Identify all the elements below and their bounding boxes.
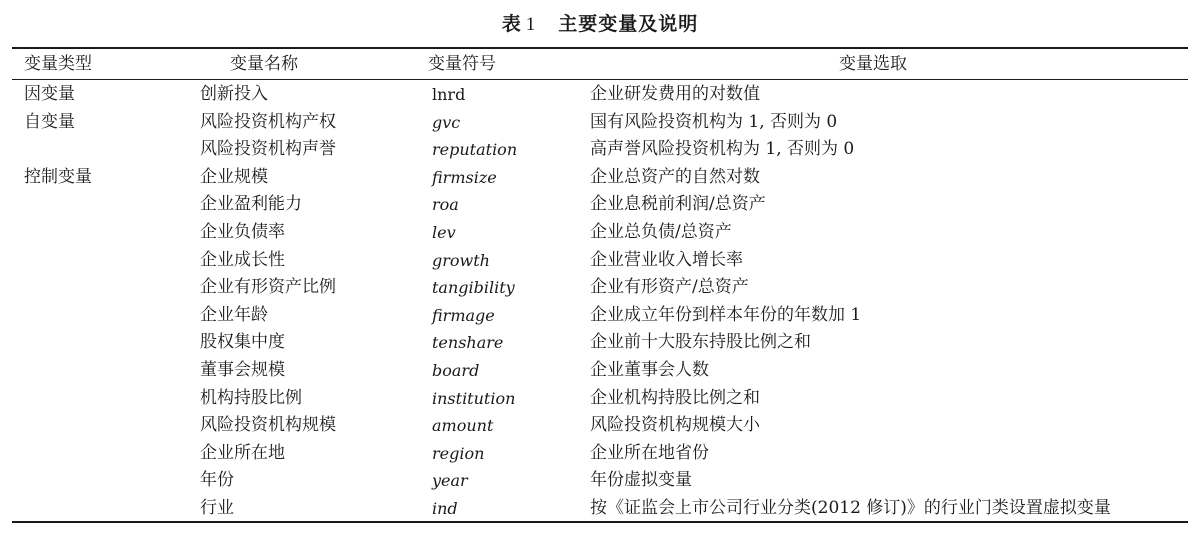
- table-row: [0, 302, 1200, 330]
- cell-variable-symbol: amount: [432, 416, 494, 436]
- cell-variable-name: 行业: [200, 497, 234, 518]
- caption-number: 1: [525, 14, 537, 35]
- cell-variable-symbol: ind: [432, 498, 458, 518]
- cell-variable-name: 董事会规模: [200, 359, 285, 380]
- cell-variable-name: 创新投入: [200, 84, 268, 104]
- cell-variable-symbol: board: [432, 360, 480, 380]
- table-header-rule: [12, 79, 1188, 80]
- cell-variable-description: 企业息税前利润/总资产: [590, 194, 766, 215]
- table-row: [0, 247, 1200, 275]
- cell-variable-description: 企业所在地省份: [590, 442, 709, 463]
- cell-variable-symbol: roa: [432, 195, 459, 215]
- table-row: [0, 274, 1200, 302]
- table-row: [0, 219, 1200, 247]
- cell-variable-symbol: firmage: [432, 305, 495, 325]
- table-row: [0, 412, 1200, 440]
- cell-variable-name: 企业规模: [200, 166, 268, 187]
- cell-variable-name: 企业有形资产比例: [200, 277, 336, 298]
- cell-variable-description: 企业有形资产/总资产: [590, 277, 749, 298]
- cell-variable-name: 年份: [200, 470, 234, 491]
- cell-variable-symbol: tenshare: [432, 333, 504, 353]
- cell-variable-description: 年份虚拟变量: [590, 470, 692, 491]
- table-row: [0, 81, 1200, 109]
- header-variable-description: 变量选取: [839, 54, 907, 74]
- table-row: [0, 385, 1200, 413]
- cell-variable-symbol: year: [432, 471, 468, 491]
- cell-variable-description: 企业机构持股比例之和: [590, 387, 760, 408]
- cell-variable-name: 企业所在地: [200, 442, 285, 463]
- caption-title: 主要变量及说明: [558, 13, 699, 35]
- cell-variable-description: 企业研发费用的对数值: [590, 84, 760, 104]
- cell-variable-description: 风险投资机构规模大小: [590, 415, 760, 436]
- cell-variable-type: 因变量: [24, 84, 75, 104]
- cell-variable-description: 企业前十大股东持股比例之和: [590, 332, 811, 353]
- cell-variable-name: 企业成长性: [200, 249, 285, 270]
- cell-variable-name: 风险投资机构规模: [200, 415, 336, 436]
- cell-variable-description: 企业总资产的自然对数: [590, 166, 760, 187]
- cell-variable-symbol: lnrd: [432, 85, 466, 104]
- cell-variable-description: 企业成立年份到样本年份的年数加 1: [590, 304, 862, 325]
- table-row: [0, 109, 1200, 137]
- cell-variable-name: 风险投资机构声誉: [200, 139, 336, 160]
- cell-variable-name: 风险投资机构产权: [200, 111, 336, 132]
- caption-label: 表: [501, 13, 522, 35]
- cell-variable-type: 自变量: [24, 111, 75, 132]
- cell-variable-name: 企业年龄: [200, 304, 268, 325]
- cell-variable-description: 国有风险投资机构为 1, 否则为 0: [590, 111, 838, 132]
- cell-variable-symbol: reputation: [432, 140, 518, 160]
- table-row: [0, 467, 1200, 495]
- cell-variable-symbol: region: [432, 443, 485, 463]
- cell-variable-name: 企业盈利能力: [200, 194, 302, 215]
- table-bottom-rule: [12, 521, 1188, 523]
- cell-variable-symbol: tangibility: [432, 278, 515, 298]
- cell-variable-description: 企业董事会人数: [590, 359, 709, 380]
- table-row: [0, 164, 1200, 192]
- cell-variable-type: 控制变量: [24, 166, 92, 187]
- cell-variable-description: 企业总负债/总资产: [590, 221, 732, 242]
- cell-variable-symbol: lev: [432, 222, 456, 242]
- cell-variable-description: 按《证监会上市公司行业分类(2012 修订)》的行业门类设置虚拟变量: [590, 497, 1111, 518]
- header-variable-name: 变量名称: [230, 54, 298, 74]
- table-top-rule: [12, 47, 1188, 49]
- cell-variable-name: 企业负债率: [200, 221, 285, 242]
- cell-variable-symbol: firmsize: [432, 167, 497, 187]
- header-variable-type: 变量类型: [24, 54, 92, 74]
- table-header-row: [0, 50, 1200, 78]
- table-row: [0, 440, 1200, 468]
- table-row: [0, 357, 1200, 385]
- cell-variable-name: 机构持股比例: [200, 387, 302, 408]
- header-variable-symbol: 变量符号: [428, 54, 496, 74]
- cell-variable-symbol: growth: [432, 250, 490, 270]
- cell-variable-description: 高声誉风险投资机构为 1, 否则为 0: [590, 139, 855, 160]
- table-row: [0, 495, 1200, 523]
- cell-variable-symbol: institution: [432, 388, 516, 408]
- cell-variable-name: 股权集中度: [200, 332, 285, 353]
- table-body: [0, 81, 1200, 523]
- table-caption: [0, 8, 1200, 41]
- table-row: [0, 329, 1200, 357]
- cell-variable-description: 企业营业收入增长率: [590, 249, 743, 270]
- cell-variable-symbol: gvc: [432, 112, 461, 132]
- table-row: [0, 136, 1200, 164]
- table-row: [0, 191, 1200, 219]
